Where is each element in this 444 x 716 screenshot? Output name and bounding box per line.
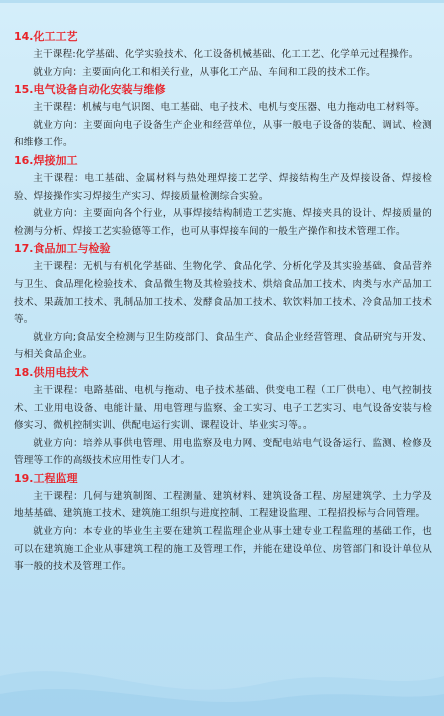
major-list — [14, 28, 432, 576]
career-paragraph: 就业方向：培养从事供电管理、用电监察及电力网、变配电站电气设备运行、监测、检修及管理等工作的高级技术应用性专门人才。 — [14, 437, 432, 467]
career-paragraph: 就业方向;食品安全检测与卫生防疫部门、食品生产、食品企业经营管理、食品研究与开发、与相关食品企业。 — [14, 331, 432, 361]
section-heading: 19.工程监理 — [14, 471, 78, 485]
section-heading: 17.食品加工与检验 — [14, 242, 111, 256]
courses-paragraph: 主干课程：无机与有机化学基础、生物化学、食品化学、分析化学及其实验基础、食品营养与卫生、食品理化检验技术、食品微生物及其检验技术、烘焙食品加工技术、肉类与水产品加工技术、果蔬加工技术、乳制品加工技术、发酵食品加工技术、软饮料加工技术、冷食品加工技术等。 — [14, 261, 432, 326]
section-heading: 14.化工工艺 — [14, 30, 78, 43]
major-section — [14, 152, 432, 240]
courses-paragraph: 主干课程:化学基础、化学实验技术、化工设备机械基础、化工工艺、化学单元过程操作。 — [33, 49, 419, 60]
section-heading: 16.焊接加工 — [14, 153, 78, 167]
career-paragraph: 就业方向：主要面向化工和相关行业，从事化工产品、车间和工段的技术工作。 — [33, 66, 376, 78]
major-section — [14, 28, 432, 81]
major-section — [14, 470, 432, 576]
career-paragraph: 就业方向：本专业的毕业生主要在建筑工程监理企业从事土建专业工程监理的基础工作，也可以在建筑施工企业从事建筑工程的施工及管理工作，并能在建设单位、房管部门和设计单位从事一般的技术及管理工作。 — [14, 526, 432, 573]
courses-paragraph: 主干课程：机械与电气识图、电工基础、电子技术、电机与变压器、电力拖动电工材料等。 — [33, 102, 425, 114]
major-section — [14, 240, 432, 364]
section-heading: 15.电气设备自动化安装与维修 — [14, 83, 166, 97]
career-paragraph: 就业方向：主要面向电子设备生产企业和经营单位，从事一般电子设备的装配、调试、检测和维修工作。 — [14, 119, 432, 149]
courses-paragraph: 主干课程：电路基础、电机与拖动、电子技术基础、供变电工程（工厂供电）、电气控制技术、工业用电设备、电能计量、用电管理与监察、金工实习、电子工艺实习、电气设备安装与检修实习、微机控制实训、供配电运行实训、课程设计、毕业实习等。。 — [14, 384, 432, 432]
top-edge — [0, 0, 444, 3]
major-section — [14, 81, 432, 152]
courses-paragraph: 主干课程：几何与建筑制图、工程测量、建筑材料、建筑设备工程、房屋建筑学、土力学及地基基础、建筑施工技术、建筑施工组织与进度控制、工程建设监理、工程招投标与合同管理。 — [14, 490, 432, 520]
courses-paragraph: 主干课程：电工基础、金属材料与热处理焊接工艺学、焊接结构生产及焊接设备、焊接检验、焊接操作实习焊接生产实习、焊接质量检测综合实验。 — [14, 172, 432, 202]
section-heading: 18.供用电技术 — [14, 365, 89, 379]
decorative-wave — [0, 636, 444, 716]
major-section — [14, 364, 432, 470]
career-paragraph: 就业方向：主要面向各个行业，从事焊接结构制造工艺实施、焊接夹具的设计、焊接质量的检测与分析、焊接工艺实验德等工作，也可从事焊接车间的一般生产操作和技术管理工作。 — [14, 208, 432, 237]
